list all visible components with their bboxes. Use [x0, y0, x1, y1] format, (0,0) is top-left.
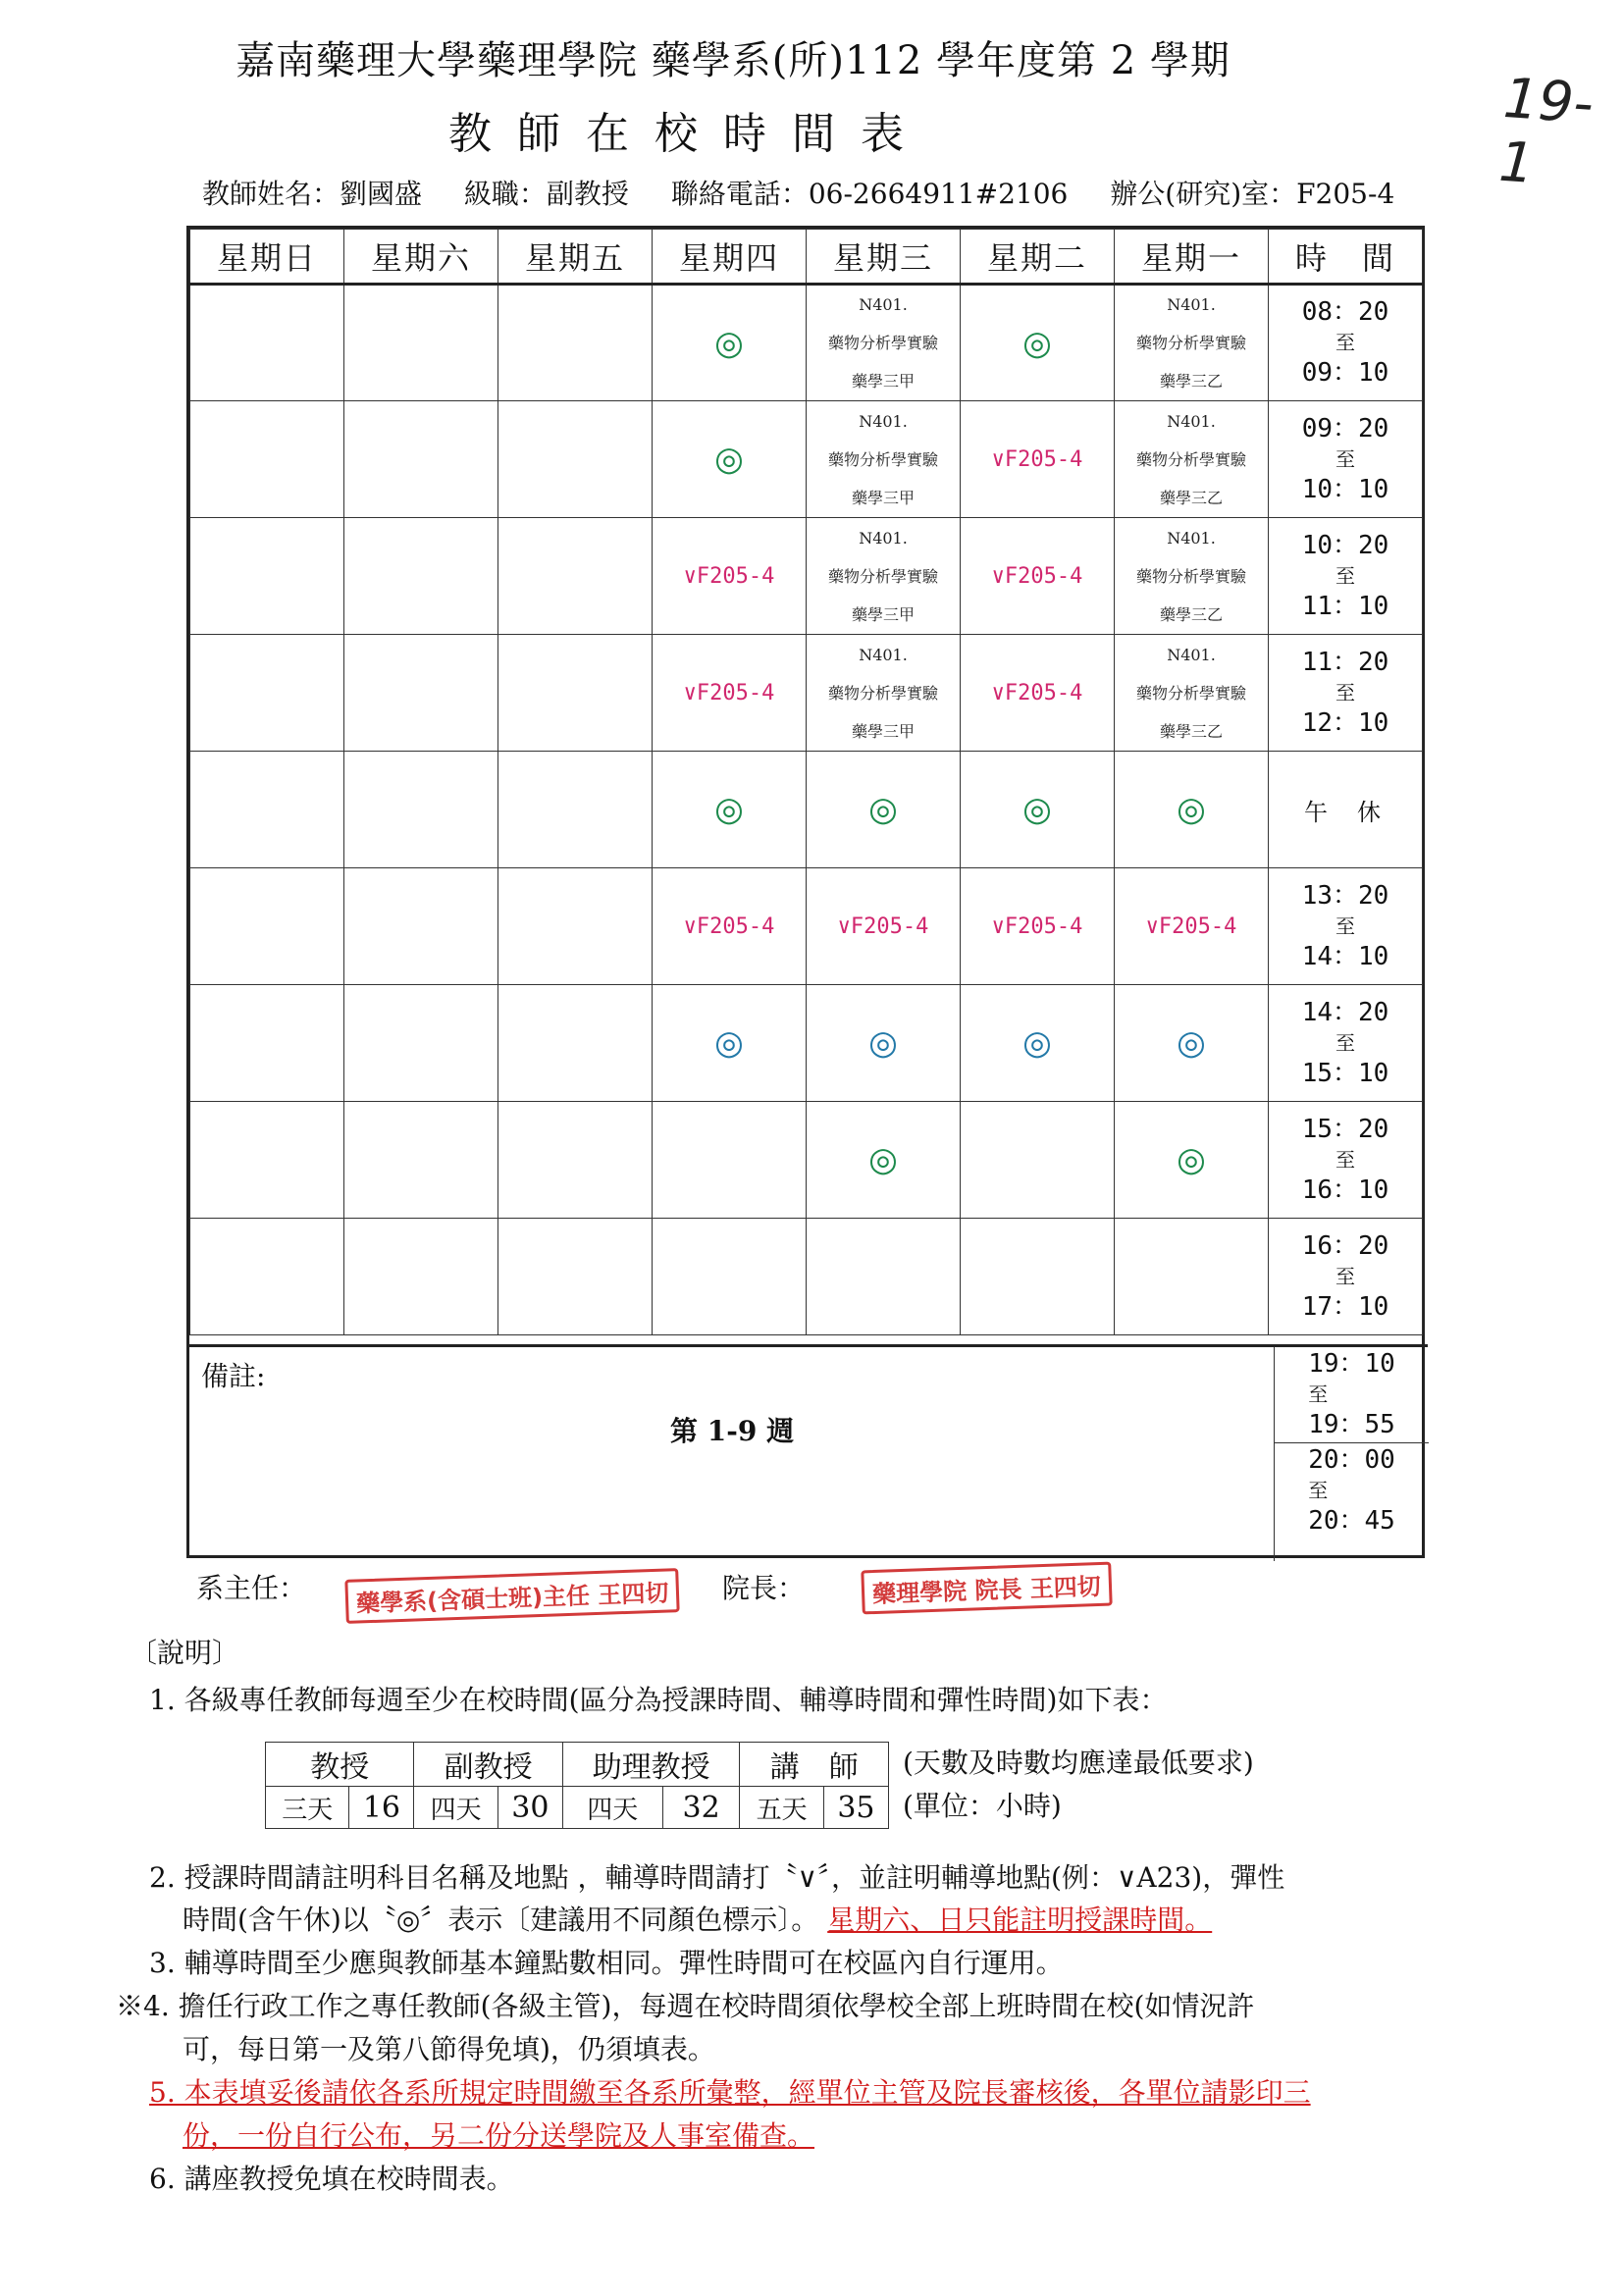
schedule-cell: [190, 1102, 344, 1219]
flexible-time-mark: ◎: [1022, 1023, 1052, 1063]
time-cell: [1269, 868, 1423, 985]
course-line: 藥物分析學實驗: [827, 683, 938, 703]
evening-period-1: [1275, 1347, 1429, 1442]
to-label: 至: [1308, 1479, 1329, 1502]
period-time: [1269, 414, 1422, 505]
note-4-cont: 可，每日第一及第八節得免填)，仍須填表。: [183, 2033, 715, 2065]
period-time: [1269, 648, 1422, 739]
flexible-time-mark: ◎: [868, 1023, 898, 1063]
schedule-cell: [961, 1219, 1115, 1335]
schedule-cell: [344, 285, 498, 401]
tutoring-mark: ∨F205-4: [991, 563, 1083, 589]
schedule-cell: [653, 1219, 807, 1335]
teacher-name: 教師姓名：劉國盛: [202, 178, 423, 210]
schedule-cell: [190, 868, 344, 985]
schedule-cell: [807, 752, 961, 868]
tutoring-mark: ∨F205-4: [683, 913, 775, 939]
schedule-cell: [1115, 752, 1269, 868]
period-row: [190, 401, 1423, 518]
course-entry: [1115, 286, 1268, 400]
schedule-cell: [961, 518, 1115, 635]
flexible-time-mark: ◎: [1177, 790, 1206, 829]
schedule-cell: [653, 518, 807, 635]
time-cell: [1269, 635, 1423, 752]
schedule-cell: [1115, 1102, 1269, 1219]
schedule-cell: [498, 518, 653, 635]
course-line: 藥物分析學實驗: [827, 566, 938, 586]
course-line: 藥學三甲: [851, 372, 915, 391]
schedule-cell: [498, 635, 653, 752]
time-cell: [1269, 752, 1423, 868]
period-row: [190, 1219, 1423, 1335]
course-line: N401.: [859, 295, 908, 314]
schedule-cell: [653, 401, 807, 518]
ratio-value-row: [266, 1787, 889, 1829]
column-header: 星期五: [498, 230, 653, 285]
column-header: 星期日: [190, 230, 344, 285]
schedule-cell: [498, 868, 653, 985]
flexible-time-mark: ◎: [868, 1140, 898, 1179]
schedule-cell: [1115, 985, 1269, 1102]
ratio-days: 四天: [562, 1787, 662, 1829]
schedule-cell: [807, 401, 961, 518]
flexible-time-mark: ◎: [714, 1023, 744, 1063]
schedule-cell: [344, 1219, 498, 1335]
to-label: 至: [1335, 680, 1355, 704]
chair-stamp-text: 藥學系(含碩士班)主任 王四切: [355, 1579, 669, 1618]
schedule-cell: [498, 1219, 653, 1335]
to-label: 至: [1335, 1147, 1355, 1172]
flexible-time-mark: ◎: [714, 323, 744, 363]
period-time: [1269, 1115, 1422, 1206]
ratio-days: 四天: [414, 1787, 497, 1829]
period-end: 17：10: [1301, 1291, 1389, 1322]
schedule-cell: [653, 1102, 807, 1219]
period-end: 11：10: [1301, 591, 1389, 621]
course-line: N401.: [859, 645, 908, 664]
schedule-cell: [498, 985, 653, 1102]
schedule-cell: [190, 1219, 344, 1335]
period-end: 10：10: [1301, 474, 1389, 504]
time-cell: [1269, 985, 1423, 1102]
period-start: 16：20: [1301, 1230, 1389, 1261]
ratio-days: 三天: [266, 1787, 349, 1829]
schedule-cell: [1115, 868, 1269, 985]
evening-start: 19：10: [1308, 1349, 1395, 1379]
period-time: [1269, 531, 1422, 622]
schedule-cell: [961, 401, 1115, 518]
ratio-title: 助理教授: [562, 1743, 740, 1787]
schedule-cell: [807, 868, 961, 985]
course-line: 藥學三乙: [1159, 721, 1223, 741]
lunch-label: 午休: [1304, 798, 1410, 826]
course-entry: [1115, 402, 1268, 517]
notes-heading: 〔說明〕: [130, 1637, 240, 1669]
period-time: [1269, 881, 1422, 972]
flexible-time-mark: ◎: [1022, 323, 1052, 363]
ratio-hours: 16: [349, 1787, 414, 1829]
document-title: 嘉南藥理大學藥理學院 藥學系(所)112 學年度第 2 學期: [236, 38, 1230, 83]
course-line: N401.: [859, 411, 908, 431]
period-time: [1269, 1231, 1422, 1323]
column-header: 星期四: [653, 230, 807, 285]
period-row: [190, 752, 1423, 868]
document-subtitle: 教師在校時間表: [448, 109, 929, 159]
ratio-hours: 32: [662, 1787, 740, 1829]
schedule-cell: [498, 1102, 653, 1219]
schedule-cell: [961, 285, 1115, 401]
schedule-cell: [961, 635, 1115, 752]
note-2: [149, 1857, 1284, 1899]
schedule-cell: [807, 518, 961, 635]
to-label: 至: [1335, 1264, 1355, 1288]
schedule-cell: [344, 868, 498, 985]
course-line: N401.: [859, 528, 908, 548]
course-line: N401.: [1167, 411, 1216, 431]
ratio-days: 五天: [740, 1787, 823, 1829]
note-2-weekend-rule: 星期六、日只能註明授課時間。: [827, 1904, 1213, 1936]
period-end: 12：10: [1301, 707, 1389, 738]
evening-times: [1274, 1347, 1429, 1561]
period-row: [190, 518, 1423, 635]
period-row: [190, 635, 1423, 752]
schedule-cell: [498, 752, 653, 868]
course-line: 藥物分析學實驗: [827, 334, 938, 352]
schedule-cell: [190, 285, 344, 401]
column-header: 時 間: [1269, 230, 1423, 285]
dean-stamp-text: 藥理學院 院長 王四切: [871, 1572, 1102, 1609]
schedule-cell: [961, 985, 1115, 1102]
course-entry: [807, 286, 960, 400]
course-entry: [807, 402, 960, 517]
course-line: 藥學三甲: [851, 721, 915, 741]
period-row: [190, 985, 1423, 1102]
period-start: 08：20: [1301, 297, 1389, 327]
to-label: 至: [1335, 446, 1355, 471]
note-3: 3. 輔導時間至少應與教師基本鐘點數相同。彈性時間可在校區內自行運用。: [149, 1947, 1064, 1979]
schedule-cell: [653, 285, 807, 401]
schedule-cell: [1115, 1219, 1269, 1335]
note-1: 1. 各級專任教師每週至少在校時間(區分為授課時間、輔導時間和彈性時間)如下表：: [149, 1684, 1168, 1716]
note-2-line-1: 2. 授課時間請註明科目名稱及地點 ，輔導時間請打〝∨〞，並註明輔導地點(例：∨A23)，彈性: [149, 1861, 1285, 1894]
period-row: [190, 1102, 1423, 1219]
schedule-cell: [344, 1102, 498, 1219]
tutoring-mark: ∨F205-4: [683, 563, 775, 589]
schedule-cell: [498, 401, 653, 518]
course-line: 藥學三乙: [1159, 488, 1223, 507]
ratio-header-row: [266, 1743, 889, 1787]
schedule-cell: [190, 518, 344, 635]
to-label: 至: [1335, 563, 1355, 588]
schedule-cell: [807, 1219, 961, 1335]
remarks-label: 備註:: [201, 1360, 266, 1392]
time-cell: [1269, 518, 1423, 635]
schedule-cell: [1115, 518, 1269, 635]
time-cell: [1269, 285, 1423, 401]
tutoring-mark: ∨F205-4: [1145, 913, 1237, 939]
evening-start: 20：00: [1308, 1445, 1395, 1475]
schedule-cell: [807, 635, 961, 752]
period-start: 13：20: [1301, 880, 1389, 911]
dean-label: 院長：: [722, 1572, 806, 1604]
schedule-cell: [190, 635, 344, 752]
period-time: [1269, 297, 1422, 389]
teacher-phone: 聯絡電話：06-2664911#2106: [670, 178, 1069, 210]
column-header: 星期三: [807, 230, 961, 285]
course-line: 藥學三乙: [1159, 604, 1223, 624]
column-header: 星期一: [1115, 230, 1269, 285]
column-header: 星期二: [961, 230, 1115, 285]
tutoring-mark: ∨F205-4: [991, 680, 1083, 705]
flexible-time-mark: ◎: [714, 790, 744, 829]
schedule-cell: [653, 752, 807, 868]
to-label: 至: [1335, 1030, 1355, 1055]
schedule-cell: [653, 635, 807, 752]
course-line: 藥學三甲: [851, 488, 915, 507]
period-end: 16：10: [1301, 1174, 1389, 1205]
course-entry: [807, 636, 960, 751]
period-row: [190, 285, 1423, 401]
to-label: 至: [1335, 331, 1355, 354]
course-line: N401.: [1167, 645, 1216, 664]
chair-stamp: [344, 1568, 680, 1624]
course-entry: [1115, 636, 1268, 751]
period-end: 15：10: [1301, 1058, 1389, 1088]
header-row: [190, 230, 1423, 285]
schedule-cell: [653, 985, 807, 1102]
remarks-section: [189, 1344, 1428, 1561]
tutoring-mark: ∨F205-4: [991, 913, 1083, 939]
tutoring-mark: ∨F205-4: [991, 446, 1083, 472]
course-line: 藥物分析學實驗: [1135, 683, 1246, 703]
ratio-note-2: (單位：小時): [903, 1790, 1062, 1822]
time-cell: [1269, 1102, 1423, 1219]
period-start: 15：20: [1301, 1114, 1389, 1144]
note-6: 6. 講座教授免填在校時間表。: [149, 2163, 514, 2195]
course-line: 藥學三乙: [1159, 372, 1223, 391]
to-label: 至: [1335, 913, 1355, 938]
teacher-info: [202, 173, 1428, 212]
flexible-time-mark: ◎: [1177, 1140, 1206, 1179]
period-start: 09：20: [1301, 413, 1389, 444]
schedule-cell: [1115, 285, 1269, 401]
ratio-title: 副教授: [414, 1743, 562, 1787]
schedule-cell: [190, 752, 344, 868]
ratio-table: [265, 1742, 889, 1829]
period-row: [190, 868, 1423, 985]
schedule-cell: [961, 1102, 1115, 1219]
schedule-cell: [961, 752, 1115, 868]
column-header: 星期六: [344, 230, 498, 285]
flexible-time-mark: ◎: [868, 790, 898, 829]
course-line: 藥物分析學實驗: [1135, 334, 1246, 352]
to-label: 至: [1308, 1383, 1329, 1406]
evening-end: 20：45: [1308, 1506, 1395, 1536]
course-entry: [807, 519, 960, 634]
course-entry: [1115, 519, 1268, 634]
dean-stamp: [861, 1562, 1112, 1615]
schedule-cell: [190, 985, 344, 1102]
course-line: 藥學三甲: [851, 604, 915, 624]
schedule-cell: [1115, 635, 1269, 752]
time-cell: [1269, 401, 1423, 518]
schedule-cell: [344, 635, 498, 752]
evening-end: 19：55: [1308, 1410, 1395, 1439]
schedule-cell: [344, 985, 498, 1102]
schedule-cell: [961, 868, 1115, 985]
period-start: 14：20: [1301, 997, 1389, 1027]
period-end: 14：10: [1301, 941, 1389, 971]
remarks-weeks: 第 1-9 週: [670, 1415, 795, 1447]
flexible-time-mark: ◎: [1177, 1023, 1206, 1063]
time-cell: [1269, 1219, 1423, 1335]
teacher-rank: 級職：副教授: [463, 178, 629, 210]
period-time: [1269, 998, 1422, 1089]
schedule-cell: [498, 285, 653, 401]
chair-label: 系主任：: [196, 1572, 307, 1604]
schedule-cell: [344, 401, 498, 518]
ratio-hours: 30: [497, 1787, 562, 1829]
schedule-cell: [653, 868, 807, 985]
schedule-cell: [807, 985, 961, 1102]
note-5-cont: 份，一份自行公布，另二份分送學院及人事室備查。: [183, 2119, 815, 2152]
note-2-cont: [183, 1900, 1212, 1941]
timetable-frame: [186, 226, 1425, 1558]
tutoring-mark: ∨F205-4: [837, 913, 929, 939]
evening-period-2: [1275, 1442, 1429, 1539]
period-end: 09：10: [1301, 358, 1389, 388]
course-line: 藥物分析學實驗: [1135, 449, 1246, 469]
schedule-cell: [1115, 401, 1269, 518]
schedule-cell: [807, 285, 961, 401]
course-line: 藥物分析學實驗: [1135, 566, 1246, 586]
schedule-cell: [344, 518, 498, 635]
handwritten-mark: 19-1: [1496, 66, 1596, 197]
flexible-time-mark: ◎: [1022, 790, 1052, 829]
course-line: N401.: [1167, 528, 1216, 548]
tutoring-mark: ∨F205-4: [683, 680, 775, 705]
flexible-time-mark: ◎: [714, 440, 744, 479]
ratio-hours: 35: [823, 1787, 888, 1829]
timetable: [189, 229, 1423, 1335]
schedule-cell: [190, 401, 344, 518]
course-line: 藥物分析學實驗: [827, 449, 938, 469]
course-line: N401.: [1167, 295, 1216, 314]
note-2-line-2: 時間(含午休)以〝◎〞表示〔建議用不同顏色標示〕。: [183, 1904, 819, 1936]
period-start: 11：20: [1301, 647, 1389, 677]
teacher-office: 辦公(研究)室：F205-4: [1110, 178, 1395, 210]
schedule-cell: [807, 1102, 961, 1219]
period-start: 10：20: [1301, 530, 1389, 560]
note-5: 5. 本表填妥後請依各系所規定時間繳至各系所彙整，經單位主管及院長審核後，各單位請影印三: [149, 2076, 1311, 2109]
ratio-note-1: (天數及時數均應達最低要求): [903, 1747, 1254, 1779]
ratio-title: 講 師: [740, 1743, 889, 1787]
note-4: ※4. 擔任行政工作之專任教師(各級主管)，每週在校時間須依學校全部上班時間在校(如情況許: [116, 1990, 1255, 2022]
ratio-title: 教授: [266, 1743, 414, 1787]
schedule-cell: [344, 752, 498, 868]
